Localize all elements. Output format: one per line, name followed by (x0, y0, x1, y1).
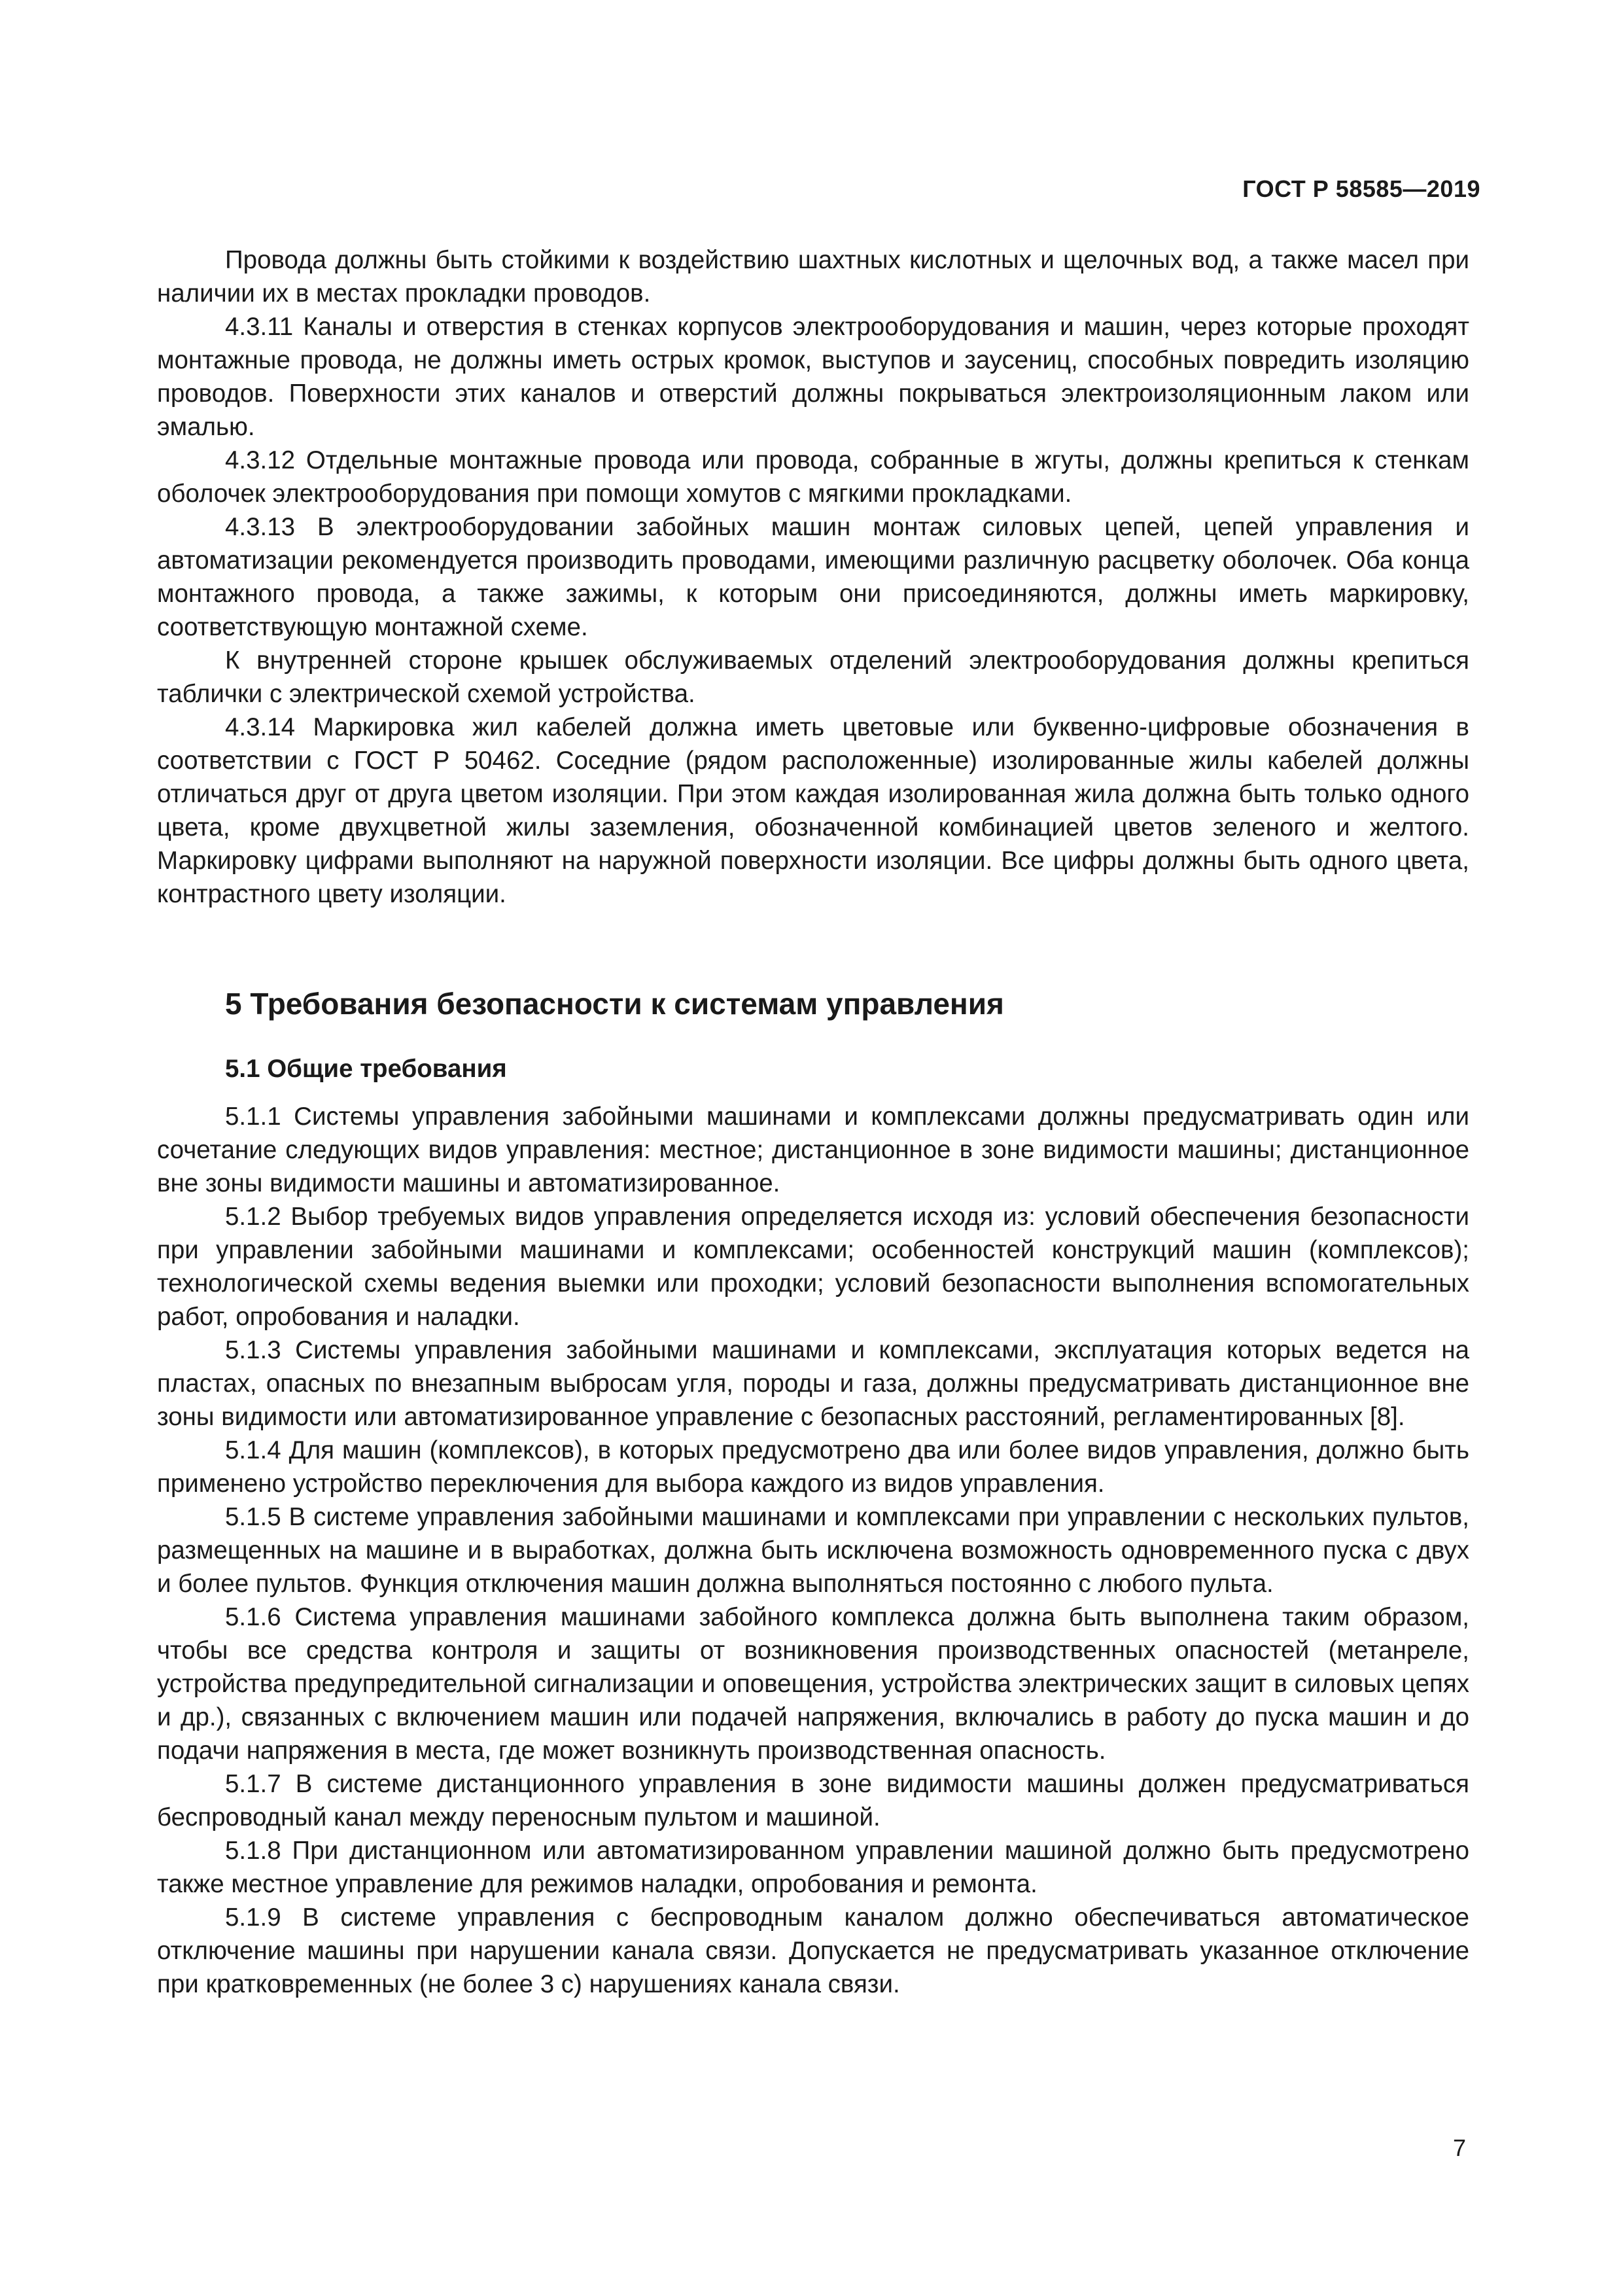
paragraph-5-1-1: 5.1.1 Системы управления забойными машинами и комплексами должны предусматривать один или сочетание следующих видов управления: местное; дистанционное в зоне видимости машины; дистанционное вне зоны видимости машины и автоматизированное. (157, 1103, 1469, 1197)
paragraph-4-3-14: 4.3.14 Маркировка жил кабелей должна иметь цветовые или буквенно-цифровые обозначения в соответствии с ГОСТ Р 50462. Соседние (рядом расположенные) изолированные жилы кабелей должны отличаться друг от друга цветом изоляции. При этом каждая изолированная жила должна быть только одного цвета, кроме двухцветной жилы заземления, обозначенной комбинацией цветов зеленого и желтого. Маркировку цифрами выполняют на наружной поверхности изоляции. Все цифры должны быть одного цвета, контрастного цвету изоляции. (157, 713, 1469, 908)
paragraph-5-1-5: 5.1.5 В системе управления забойными машинами и комплексами при управлении с нескольких пультов, размещенных на машине и в выработках, должна быть исключена возможность одновременного пуска с двух и более пультов. Функция отключения машин должна выполняться постоянно с любого пульта. (157, 1503, 1469, 1598)
paragraph-5-1-6: 5.1.6 Система управления машинами забойного комплекса должна быть выполнена таким образом, чтобы все средства контроля и защиты от возникновения производственных опасностей (метанреле, устройства предупредительной сигнализации и оповещения, устройства электрических защит в силовых цепях и др.), связанных с включением машин или подачей напряжения, включались в работу до пуска машин и до подачи напряжения в места, где может возникнуть производственная опасность. (157, 1603, 1469, 1765)
paragraph-wires-resistance: Провода должны быть стойкими к воздействию шахтных кислотных и щелочных вод, а также масел при наличии их в местах прокладки проводов. (157, 246, 1469, 308)
paragraph-4-3-12: 4.3.12 Отдельные монтажные провода или провода, собранные в жгуты, должны крепиться к стенкам оболочек электрооборудования при помощи хомутов с мягкими прокладками. (157, 446, 1469, 508)
paragraph-5-1-4: 5.1.4 Для машин (комплексов), в которых предусмотрено два или более видов управления, должно быть применено устройство переключения для выбора каждого из видов управления. (157, 1436, 1469, 1498)
paragraph-5-1-2: 5.1.2 Выбор требуемых видов управления определяется исходя из: условий обеспечения безопасности при управлении забойными машинами и комплексами; особенностей конструкций машин (комплексов); технологической схемы ведения выемки или проходки; условий безопасности выполнения вспомогательных работ, опробования и наладки. (157, 1203, 1469, 1331)
paragraph-4-3-13: 4.3.13 В электрооборудовании забойных машин монтаж силовых цепей, цепей управления и автоматизации рекомендуется производить проводами, имеющими различную расцветку оболочек. Оба конца монтажного провода, а также зажимы, к которым они присоединяются, должны иметь маркировку, соответствующую монтажной схеме. (157, 513, 1469, 641)
paragraph-5-1-9: 5.1.9 В системе управления с беспроводным каналом должно обеспечиваться автоматическое отключение машины при нарушении канала связи. Допускается не предусматривать указанное отключение при кратковременных (не более 3 с) нарушениях канала связи. (157, 1903, 1469, 1998)
paragraph-cover-plates: К внутренней стороне крышек обслуживаемых отделений электрооборудования должны крепиться таблички с электрической схемой устройства. (157, 646, 1469, 708)
section-5-heading: 5 Требования безопасности к системам управления (225, 987, 1004, 1021)
document-body (157, 243, 1469, 2001)
page-number: 7 (1452, 2134, 1466, 2161)
paragraph-4-3-11: 4.3.11 Каналы и отверстия в стенках корпусов электрооборудования и машин, через которые проходят монтажные провода, не должны иметь острых кромок, выступов и заусениц, способных повредить изоляцию проводов. Поверхности этих каналов и отверстий должны покрываться электроизоляционным лаком или эмалью. (157, 313, 1469, 441)
paragraph-5-1-3: 5.1.3 Системы управления забойными машинами и комплексами, эксплуатация которых ведется на пластах, опасных по внезапным выбросам угля, породы и газа, должны предусматривать дистанционное вне зоны видимости или автоматизированное управление с безопасных расстояний, регламентированных [8]. (157, 1336, 1469, 1431)
subsection-5-1-heading: 5.1 Общие требования (225, 1055, 507, 1083)
paragraph-5-1-7: 5.1.7 В системе дистанционного управления в зоне видимости машины должен предусматриваться беспроводный канал между переносным пультом и машиной. (157, 1770, 1469, 1831)
paragraph-5-1-8: 5.1.8 При дистанционном или автоматизированном управлении машиной должно быть предусмотрено также местное управление для режимов наладки, опробования и ремонта. (157, 1837, 1469, 1898)
document-code-header: ГОСТ Р 58585—2019 (1242, 175, 1480, 202)
